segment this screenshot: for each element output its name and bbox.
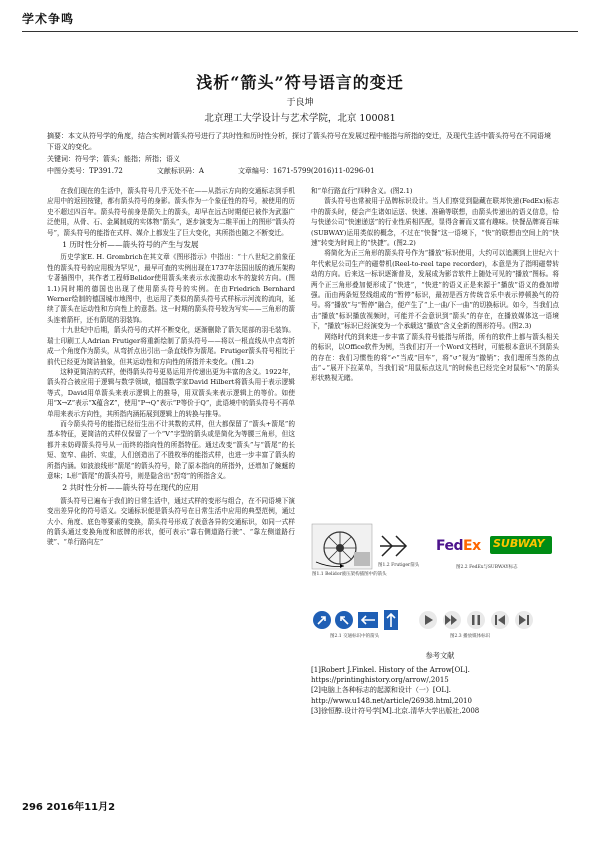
pause-icon bbox=[467, 611, 485, 629]
clc-number: 中图分类号：TP391.72 bbox=[47, 167, 123, 175]
traffic-sign-icon bbox=[358, 612, 378, 628]
play-icon bbox=[419, 611, 437, 629]
references-list bbox=[311, 665, 559, 716]
paragraph: 网络时代的到来进一步丰富了箭头符号能指与所指，所有的软件上都与箭头相关的标识，以Office软件为例，当我们打开一个Word文档时，可能根本意识不到箭头的存在：我们习惯性的将“↶”当成“回车”，将“↺”视为“撤销”；我们理所当然的点击“⌄”展开下拉菜单，当我们说“用鼠标点这儿”的时候也已经完全对鼠标“↖”的箭头形状熟视无睹。 bbox=[311, 332, 559, 383]
paragraph: 箭头符号已遍布于我们的日常生活中，通过式样的变形与组合，在不同语境下演变出差异化的符号语义。交通标识便是箭头符号在日常生活中应用的典型范例，通过大小、角度、底色等要素的变换，箭头符号形成了表意各异的交通标识，如同一式样的箭头通过变换角度和底牌的形状，便可表示“靠右侧道路行驶”、“靠左侧道路行驶”、“单行路向左” bbox=[47, 496, 295, 547]
figure-1-2-caption: 图1.2 Frutiger箭头 bbox=[378, 563, 420, 568]
paragraph: 这种更简洁的式样，使得箭头符号更易运用并传递出更为丰富的含义。1922年，箭头符合被应用于逻辑与数学领域，德国数学家David Hilbert将箭头用于表示逻辑等式，David用单箭头来表示逻辑上的推导，用双箭头来表示逻辑上的等价。如使用“X→Z”表示“X蕴含Z”，使用“P→Q”表示“P等价于Q”，此语境中的箭头符号不再单单用来表示方向性，其所指内涵拓展到逻辑上的转换与推导。 bbox=[47, 367, 295, 418]
keywords: 关键词：符号学；箭头；能指；所指；语义 bbox=[47, 155, 180, 163]
figure-2-3-caption: 图2.3 播放媒体标识 bbox=[450, 634, 491, 639]
subway-logo: SUBWAY bbox=[490, 536, 552, 554]
section-heading-1: 1 历时性分析——箭头符号的产生与发展 bbox=[62, 240, 199, 250]
right-column bbox=[311, 186, 559, 536]
paragraph: 十九世纪中后期，箭头符号的式样不断变化，逐渐删除了箭矢尾部的羽毛装饰。瑞士印刷工人Adrian Frutiger将重新绘制了箭头符号——将以一根直线从中点弯折成一个角度作为箭头，从弯折点出引出一条直线作为箭尾。Frutiger箭头符号相比于前代已经更为简洁抽象，但其运动性和方向性的所指并未变化。(图1.2) bbox=[47, 326, 295, 366]
reference-item: [1]Robert J.Finkel. History of the Arrow[OL]. https://printinghistory.org/arrow/,2015 bbox=[311, 666, 470, 685]
figure-1-1-caption: 图1.1 Belidor液压架构插图中的箭头 bbox=[312, 572, 387, 577]
left-column bbox=[47, 186, 295, 656]
article-title: 浅析“箭头”符号语言的变迁 bbox=[196, 73, 404, 92]
abstract: 摘要：本文从符号学的角度，结合实例对箭头符号进行了共时性和历时性分析，探讨了箭头符号在发展过程中能指与所指的变迁，及现代生活中箭头符号在不同语境下语义的变化。 bbox=[47, 132, 551, 151]
reference-item: [2]电脑上各种标志的起源和设计（一）[OL]. http://www.u148.net/article/26938.html,2010 bbox=[311, 686, 472, 705]
section-header: 学术争鸣 bbox=[22, 12, 75, 26]
article-meta bbox=[47, 166, 553, 176]
paragraph: 历史学家E. H. Grombrich在其文章《图形指示》中指出：“十八世纪之前象征性的箭头符号的应用极为罕见”，最早可查的实例出现在1737年法国出版的液压架构专著插图中，其作者工程师Belidor使用箭头来表示水流推动水车的旋转方向。(图1.1)同时期的德国也出现了使用箭头符号的实例。在由Friedrich Bernhard Werner绘制的德国城市地图中，也运用了类似的箭头符号式样标示河流的流向，延续了箭头在运动性和方向性上的意指。这一时期的箭头符号较为写实——三角形的箭头连着箭杆，还有箭尾的羽装饰。 bbox=[47, 253, 295, 324]
previous-track-icon bbox=[491, 611, 509, 629]
page-footer: 296 2016年11月2 bbox=[22, 802, 116, 813]
fedex-logo: FedEx bbox=[436, 538, 481, 554]
fast-forward-icon bbox=[443, 611, 461, 629]
references-heading: 参考文献 bbox=[425, 651, 455, 660]
next-track-icon bbox=[515, 611, 533, 629]
paragraph: 箭头符号也常被用于品牌标识设计。当人们察觉到隐藏在联邦快递(FedEx)标志中的箭头时，便会产生诸如运送、快速、准确等联想，由箭头传递出的语义信息，恰与快递公司“快速递送”的行业性质相匹配，显得含蓄而又富有趣味。快餐品牌赛百味(SUBWAY)运用类似的概念，不过在“快餐”这一语境下，“快”的联想由空间上的“快速”转变为时间上的“快捷”。(图2.2) bbox=[311, 197, 559, 248]
traffic-and-media-icons bbox=[310, 606, 555, 646]
reference-item: [3]徐恒醇.设计符号学[M].北京.清华大学出版社,2008 bbox=[311, 706, 480, 715]
paragraph: 而今箭头符号的能指已经衍生出不计其数的式样，但大都保留了“箭头+箭尾”的基本特征，更简洁的式样仅保留了一个“V”字型的箭头或是简化为等腰三角形，但这都并未妨碍箭头符号从一而终的指向性的所指特征。通过改变“箭头”与“箭尾”的长短、宽窄、曲折、实虚，人们创造出了不胜枚举的能指式样，也进一步丰富了箭头的所指内涵。如波浪线形“箭尾”的箭头符号，除了原本指向的所指外，还增加了蜿蜒的意味；L形“箭尾”的箭头符号，则是隐含出“拐弯”的所指含义。 bbox=[47, 419, 295, 480]
paragraph: 和“单行路直行”四种含义。(图2.1) bbox=[311, 187, 413, 195]
header-divider bbox=[22, 31, 578, 32]
traffic-sign-icon bbox=[313, 611, 331, 629]
waterwheel-illustration bbox=[310, 522, 420, 587]
traffic-sign-icon bbox=[384, 610, 398, 630]
figure-1-1-and-1-2 bbox=[310, 522, 420, 587]
section-heading-2: 2 共时性分析——箭头符号在现代的应用 bbox=[62, 483, 199, 493]
paragraph: 将简化为正三角形的箭头符号作为“播放”标识使用，大约可以追溯到上世纪六十年代索尼公司生产的磁带机(Reel-to-reel tape recorder)，本意是为了指明磁带转动的方向。后来这一标识逐渐普及，发展成为影音软件上随处可见的“播放”图标。将两个正三角形叠加便形成了“快进”，“快进”的语义正是来源于“播放”语义的叠加增强。而由两条短竖线组成的“暂停”标识，最初是西方传统音乐中表示停顿换气的符号。将“播放”与“暂停”融合，便产生了“上一曲/下一曲”的切换标识。如今，当我们点击“播放”标识播放视频时，可能并不会意识到“箭头”的存在，在播放媒体这一语境下，“播放”标识已经演变为一个承载这“播放”含义全新的图形符号。(图2.3) bbox=[311, 249, 559, 331]
figure-2-2 bbox=[432, 524, 556, 580]
intro-paragraph: 在我们现在的生活中，箭头符号几乎无处不在——从指示方向的交通标志到手机应用中的返回按键，都有箭头符号的身影。箭头作为一个象征性的符号，被使用的历史不超过四百年。箭头符号前身是箭矢上的箭头，却早在远古时期便已被作为武器广泛使用，从骨、石、金属制成的实体物“箭头”，逐步演变为二维平面上的图形“箭头符号”，箭头符号的能指在式样、媒介上都发生了巨大变化，其所指也随之不断变迁。 bbox=[47, 187, 295, 237]
document-code: 文献标识码：A bbox=[156, 167, 204, 175]
article-affiliation: 北京理工大学设计与艺术学院，北京 100081 bbox=[204, 113, 396, 124]
figure-2-1-caption: 图2.1 交通标识中的箭头 bbox=[330, 634, 380, 639]
traffic-sign-icon bbox=[335, 611, 353, 629]
figure-2-2-caption: 图2.2 FedEx与SUBWAY标志 bbox=[456, 565, 518, 570]
article-author: 于良坤 bbox=[286, 98, 314, 108]
article-number: 文章编号：1671-5799(2016)11-0296-01 bbox=[237, 167, 375, 175]
